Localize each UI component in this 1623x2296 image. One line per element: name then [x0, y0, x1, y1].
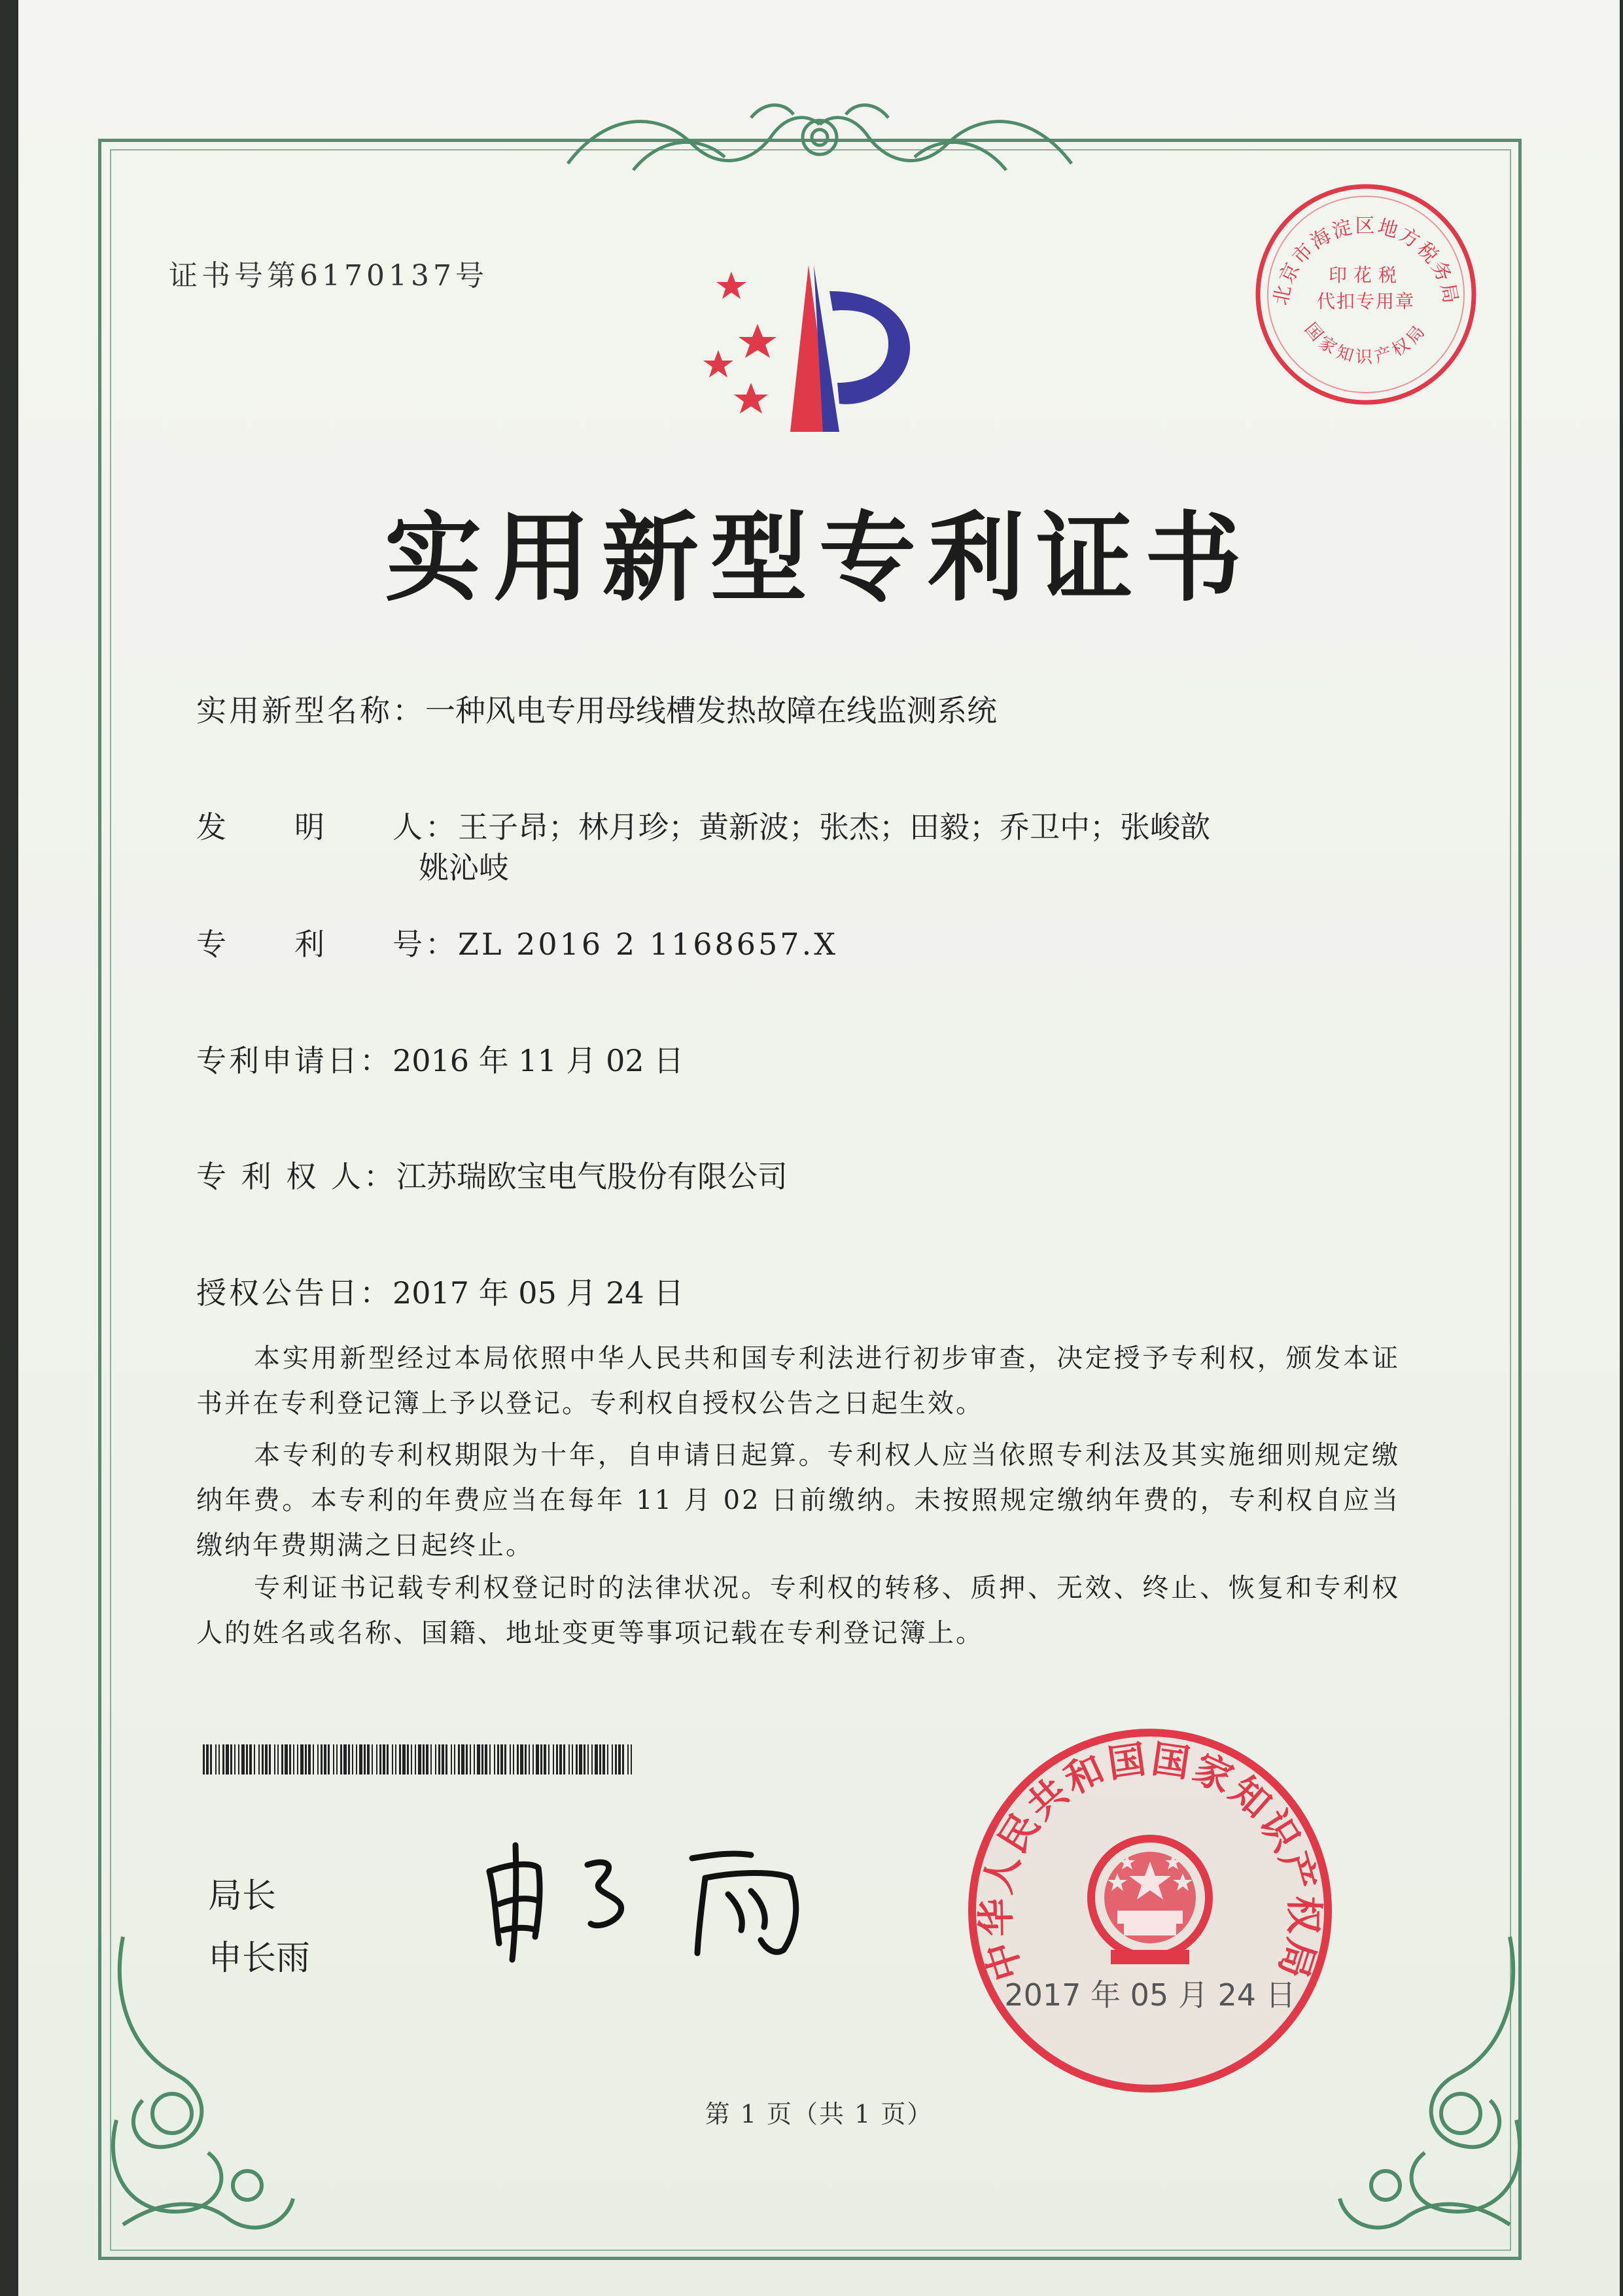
barcode-bar [402, 1744, 406, 1775]
official-seal-date: 2017 年 05 月 24 日 [1004, 1977, 1296, 2013]
barcode-bar [293, 1744, 294, 1775]
logo-p-curve [829, 291, 910, 404]
field-utility-model-name [196, 687, 997, 730]
barcode-bar [262, 1744, 264, 1775]
barcode-bar [445, 1744, 447, 1775]
tax-stamp-ring-text: 北京市海淀区地方税务局 [1269, 215, 1463, 308]
barcode-bar [395, 1744, 396, 1775]
svg-text:国家知识产权局 [1300, 319, 1431, 367]
filing-date-label: 专利申请日： [196, 1043, 393, 1078]
barcode-bar [356, 1744, 357, 1775]
barcode-bar [426, 1744, 428, 1775]
barcode-bar [454, 1744, 455, 1775]
barcode-bar [238, 1744, 239, 1775]
barcode-bar [348, 1744, 350, 1775]
name-value: 一种风电专用母线槽发热故障在线监测系统 [425, 693, 997, 728]
grant-date-value: 2017 年 05 月 24 日 [393, 1275, 684, 1311]
patentee-value: 江苏瑞欧宝电气股份有限公司 [396, 1159, 788, 1194]
bottom-right-ornament [1320, 1924, 1536, 2238]
barcode-bar [399, 1744, 401, 1775]
barcode-bar [215, 1744, 217, 1775]
patent-no-label: 专 利 号： [196, 927, 458, 962]
barcode-bar [387, 1744, 389, 1775]
barcode-bar [556, 1744, 558, 1775]
barcode-bar [595, 1744, 598, 1775]
director-title: 局长 [208, 1877, 277, 1916]
barcode-bar [305, 1744, 307, 1775]
barcode-bar [308, 1744, 311, 1775]
certificate-title: 实用新型专利证书 [385, 502, 1253, 614]
barcode-bar [513, 1744, 514, 1775]
barcode-bar [451, 1744, 452, 1775]
barcode-bar [359, 1744, 362, 1775]
page-number: 第 1 页（共 1 页） [705, 2100, 934, 2128]
barcode-bar [234, 1744, 236, 1775]
barcode-bar [269, 1744, 271, 1775]
barcode-bar [622, 1744, 624, 1775]
official-seal-ring-text: 中华人民共和国国家知识产权局 [973, 1736, 1327, 1987]
barcode-bar [504, 1744, 506, 1775]
barcode-bar [317, 1744, 319, 1775]
barcode-bar [618, 1744, 621, 1775]
barcode-bar [489, 1744, 491, 1775]
barcode-bar [532, 1744, 534, 1775]
barcode-bar [226, 1744, 229, 1775]
barcode-bar [591, 1744, 593, 1775]
barcode-bar [627, 1744, 629, 1775]
grant-date-label: 授权公告日： [196, 1275, 393, 1311]
logo-stars [703, 272, 777, 414]
barcode-bar [470, 1744, 471, 1775]
barcode-bar [407, 1744, 409, 1775]
barcode-bar [376, 1744, 377, 1775]
barcode-bar [324, 1744, 326, 1775]
barcode-bar [285, 1744, 288, 1775]
inventor-value-line1: 王子昂；林月珍；黄新波；张杰；田毅；乔卫中；张峻歆 [458, 809, 1210, 845]
barcode-bar [336, 1744, 338, 1775]
barcode-bar [559, 1744, 562, 1775]
barcode-bar [203, 1744, 205, 1775]
barcode-bar [477, 1744, 480, 1775]
barcode-bar [481, 1744, 483, 1775]
barcode-bar [548, 1744, 550, 1775]
barcode-bar [328, 1744, 330, 1775]
barcode-bar [579, 1744, 582, 1775]
body-paragraph-1: 本实用新型经过本局依照中华人民共和国专利法进行初步审查，决定授予专利权，颁发本证书并在专利登记簿上予以登记。专利权自授权公告之日起生效。 [196, 1343, 1400, 1419]
barcode-bar [497, 1744, 499, 1775]
barcode-bar [340, 1744, 342, 1775]
barcode-bar [438, 1744, 440, 1775]
barcode-bar [536, 1744, 539, 1775]
barcode-bar [430, 1744, 432, 1775]
field-inventors [196, 804, 1210, 847]
barcode-bar [576, 1744, 578, 1775]
barcode-bar [458, 1744, 460, 1775]
tax-stamp-bottom-text: 国家知识产权局 [1300, 319, 1432, 368]
barcode-bar [277, 1744, 279, 1775]
barcode-bar [485, 1744, 487, 1775]
barcode-bar [461, 1744, 464, 1775]
barcode-bar [281, 1744, 283, 1775]
barcode-bar [249, 1744, 252, 1775]
cnipa-logo [692, 252, 941, 442]
barcode-bar [544, 1744, 546, 1775]
field-patentee [196, 1153, 788, 1196]
tax-stamp-seal [1248, 177, 1484, 412]
barcode-bar [466, 1744, 468, 1775]
barcode-bar [343, 1744, 347, 1775]
director-name: 申长雨 [208, 1939, 311, 1978]
barcode-bar [442, 1744, 444, 1775]
certificate-number: 证书号第6170137号 [169, 259, 488, 292]
barcode-bar [333, 1744, 334, 1775]
barcode-bar [379, 1744, 381, 1775]
barcode-bar [383, 1744, 385, 1775]
top-ornament [555, 98, 1085, 183]
field-filing-date [196, 1037, 684, 1080]
barcode-bar [612, 1744, 613, 1775]
barcode-bar [206, 1744, 209, 1775]
barcode-bar [572, 1744, 573, 1775]
barcode-bar [415, 1744, 416, 1775]
barcode-bar [607, 1744, 608, 1775]
barcode-bar [494, 1744, 495, 1775]
barcode-bar [297, 1744, 298, 1775]
barcode-bar [411, 1744, 412, 1775]
barcode-bar [474, 1744, 475, 1775]
barcode-bar [587, 1744, 589, 1775]
barcode-bar [210, 1744, 212, 1775]
barcode-bar [615, 1744, 617, 1775]
barcode-bar [500, 1744, 503, 1775]
barcode-bar [540, 1744, 542, 1775]
barcode-bar [418, 1744, 421, 1775]
inventor-label: 发 明 人： [196, 809, 458, 845]
barcode-bar [258, 1744, 260, 1775]
barcode-bar [510, 1744, 511, 1775]
barcode-bar [289, 1744, 291, 1775]
body-paragraph-3: 专利证书记载专利权登记时的法律状况。专利权的转移、质押、无效、终止、恢复和专利权人的姓名或名称、国籍、地址变更等事项记载在专利登记簿上。 [196, 1573, 1400, 1648]
director-signature [476, 1832, 843, 1963]
barcode-bar [364, 1744, 366, 1775]
patentee-label: 专 利 权 人： [196, 1159, 396, 1194]
barcode-bar [372, 1744, 373, 1775]
barcode-bar [529, 1744, 530, 1775]
certificate-sheet [18, 0, 1620, 2296]
cnipa-official-seal [964, 1724, 1336, 2097]
inventor-value-line2: 姚沁岐 [419, 850, 509, 885]
barcode-bar [517, 1744, 519, 1775]
barcode-bar [423, 1744, 425, 1775]
barcode-bar [274, 1744, 275, 1775]
barcode-bar [631, 1744, 632, 1775]
filing-date-value: 2016 年 11 月 02 日 [393, 1043, 684, 1078]
barcode-bar [222, 1744, 224, 1775]
barcode-bar [367, 1744, 370, 1775]
barcode-bar [392, 1744, 393, 1775]
barcode [203, 1744, 635, 1775]
name-label: 实用新型名称： [196, 693, 425, 728]
barcode-bar [568, 1744, 570, 1775]
barcode-bar [584, 1744, 585, 1775]
barcode-bar [525, 1744, 527, 1775]
barcode-bar [300, 1744, 304, 1775]
barcode-bar [241, 1744, 245, 1775]
barcode-bar [602, 1744, 605, 1775]
barcode-bar [352, 1744, 353, 1775]
barcode-bar [265, 1744, 268, 1775]
barcode-bar [553, 1744, 554, 1775]
barcode-bar [218, 1744, 220, 1775]
field-patent-number [196, 921, 838, 964]
barcode-bar [563, 1744, 565, 1775]
field-grant-date [196, 1269, 684, 1313]
barcode-bar [321, 1744, 323, 1775]
barcode-bar [313, 1744, 314, 1775]
barcode-bar [230, 1744, 232, 1775]
body-paragraph-2: 本专利的专利权期限为十年，自申请日起算。专利权人应当依照专利法及其实施细则规定缴纳年费。本专利的年费应当在每年 11 月 02 日前缴纳。未按照规定缴纳年费的，专利权自应当缴纳年费期满之日起终止。 [196, 1440, 1400, 1561]
patent-no-value: ZL 2016 2 1168657.X [458, 927, 838, 962]
barcode-bar [246, 1744, 248, 1775]
barcode-bar [599, 1744, 601, 1775]
barcode-bar [520, 1744, 523, 1775]
tax-stamp-center-line2: 代扣专用章 [1316, 291, 1416, 312]
tax-stamp-center-line1: 印花税 [1328, 264, 1404, 286]
barcode-bar [435, 1744, 436, 1775]
barcode-bar [254, 1744, 255, 1775]
